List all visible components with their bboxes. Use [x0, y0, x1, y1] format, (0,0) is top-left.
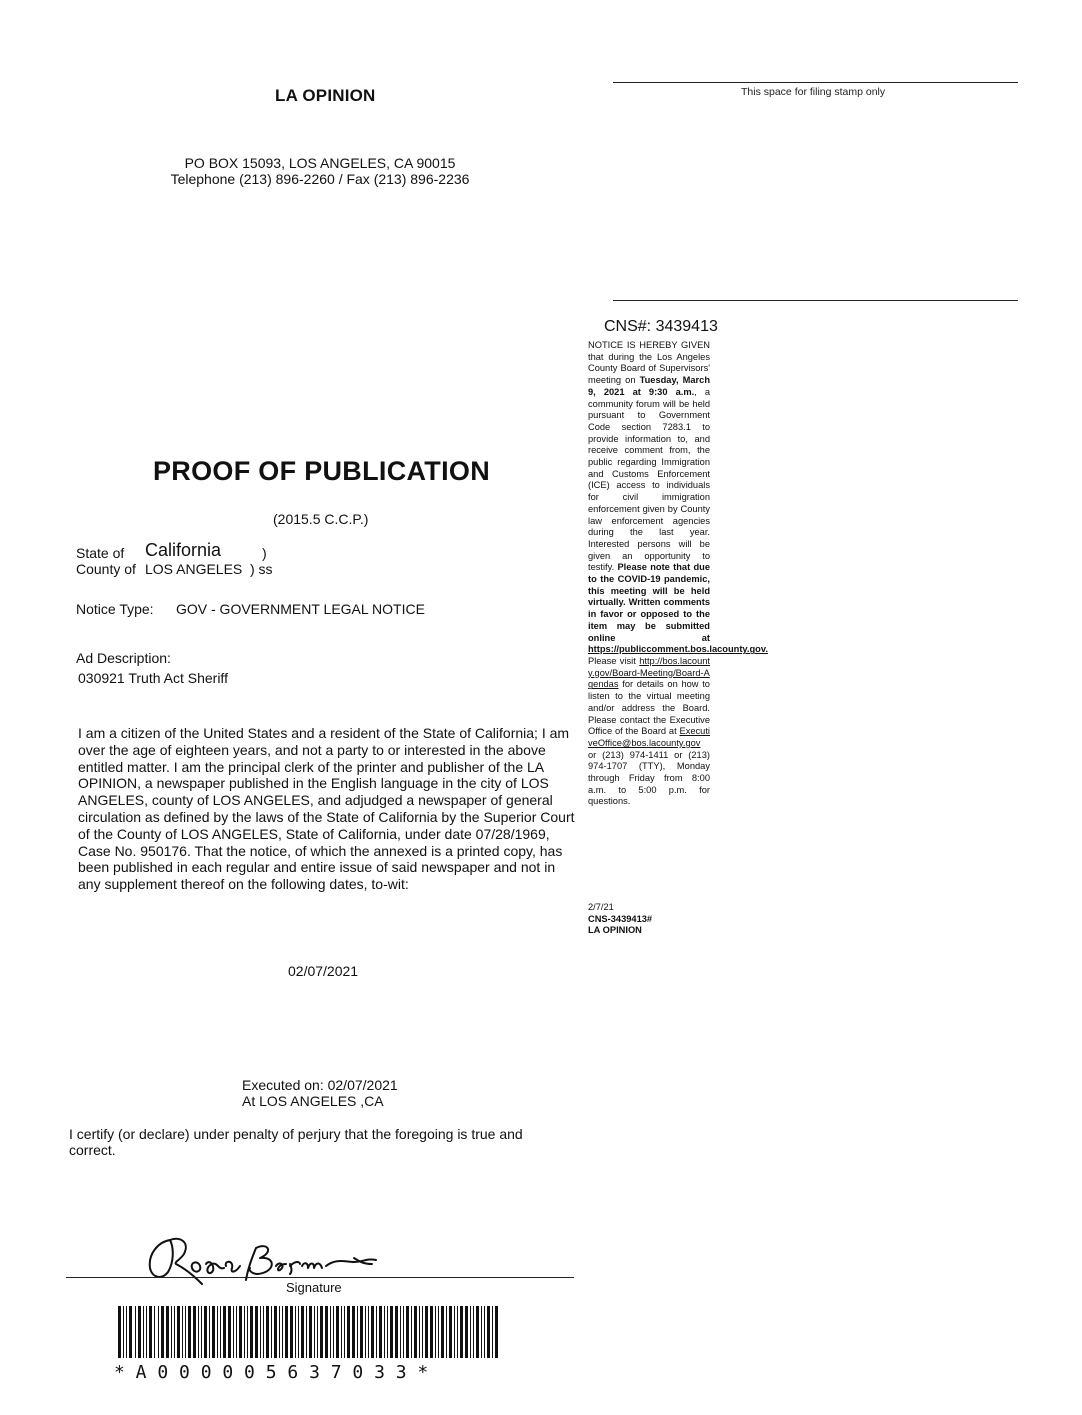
notice-type-value: GOV - GOVERNMENT LEGAL NOTICE: [176, 601, 425, 617]
filing-divider: [613, 300, 1018, 301]
notice-meeting-time: Tuesday, March 9, 2021 at 9:30 a.m.: [588, 375, 711, 397]
cns-number: CNS#: 3439413: [604, 318, 718, 335]
state-value: California: [145, 540, 222, 560]
address-line: PO BOX 15093, LOS ANGELES, CA 90015: [184, 155, 456, 171]
publication-date: 02/07/2021: [288, 963, 359, 979]
notice-covid-text: Please note that due to the COVID-19 pandemic, this meeting will be held virtually. Written comments in favor or opposed to the item may be submitted online at: [588, 562, 710, 643]
notice-type-label: Notice Type:: [76, 601, 154, 617]
notice-visit-text: Please visit: [588, 655, 636, 666]
handwritten-signature: [140, 1228, 410, 1288]
execution-block: [242, 1077, 398, 1109]
barcode: [118, 1306, 498, 1358]
executive-office-email-link[interactable]: ExecutiveOffice@bos.lacounty.gov: [588, 726, 710, 748]
executed-at: At LOS ANGELES ,CA: [242, 1093, 384, 1109]
notice-contact-text: for details on how to listen to the virtual meeting and/or address the Board. Please contact the Executive Office of the Board at: [588, 679, 710, 737]
stamp-note: This space for filing stamp only: [741, 86, 886, 98]
signature-line: [66, 1277, 574, 1278]
page-title: PROOF OF PUBLICATION: [153, 456, 490, 486]
board-agendas-link[interactable]: http://bos.lacounty.gov/Board-Meeting/Board-Agendas: [588, 655, 710, 690]
ad-description-value: 030921 Truth Act Sheriff: [78, 670, 228, 686]
publisher-address: [100, 155, 540, 187]
state-label: State of: [76, 545, 125, 561]
affidavit-text: I am a citizen of the United States and a resident of the State of California; I am over the age of eighteen years, and not a party to or interested in the above entitled matter. I am the principal clerk of the printer and publisher of the LA OPINION, a newspaper published in the English language in the city of LOS ANGELES, county of LOS ANGELES, and adjudged a newspaper of general circulation as defined by the laws of the State of California by the Superior Court of the County of LOS ANGELES, State of California, under date 07/28/1969, Case No. 950176. That the notice, of which the annexed is a printed copy, has been published in each regular and entire issue of said newspaper and not in any supplement thereof on the following dates, to-wit:: [78, 725, 575, 893]
notice-date: 2/7/21: [588, 902, 614, 912]
executed-on: Executed on: 02/07/2021: [242, 1077, 398, 1093]
certify-text: I certify (or declare) under penalty of perjury that the foregoing is true and correct.: [69, 1126, 523, 1158]
notice-phone-text: or (213) 974-1411 or (213) 974-1707 (TTY), Monday through Friday from 8:00 a.m. to 5:00 p.m. for questions.: [588, 749, 710, 807]
notice-footer: [588, 902, 710, 937]
ss-mark: ) ss: [250, 561, 273, 577]
barcode-number: * A 0 0 0 0 0 5 6 3 7 0 3 3 *: [114, 1362, 429, 1383]
county-label: County of: [76, 561, 136, 577]
county-value: LOS ANGELES: [145, 561, 243, 577]
public-comment-link[interactable]: https://publiccomment.bos.lacounty.gov.: [588, 644, 768, 655]
publication-name: LA OPINION: [275, 86, 376, 105]
code-reference: (2015.5 C.C.P.): [273, 511, 369, 527]
phone-line: Telephone (213) 896-2260 / Fax (213) 896-2236: [170, 171, 470, 187]
state-paren: ): [262, 545, 267, 561]
notice-cns-footer: CNS-3439413#: [588, 913, 653, 924]
signature-label: Signature: [286, 1280, 342, 1295]
notice-forum-text: , a community forum will be held pursuant to Government Code section 7283.1 to provide information to, and receive comment from, the public regarding Immigration and Customs Enforcement (ICE) access to individuals for civil immigration enforcement given by County law enforcement agencies during the last year. Interested persons will be given an opportunity to testify.: [588, 386, 710, 573]
legal-notice-body: [588, 340, 768, 808]
stamp-divider: [613, 82, 1018, 83]
notice-paper-footer: LA OPINION: [588, 925, 642, 936]
ad-description-label: Ad Description:: [76, 650, 171, 666]
notice-intro: NOTICE IS HEREBY GIVEN that during the Los Angeles County Board of Supervisors' meeting on: [588, 340, 710, 386]
